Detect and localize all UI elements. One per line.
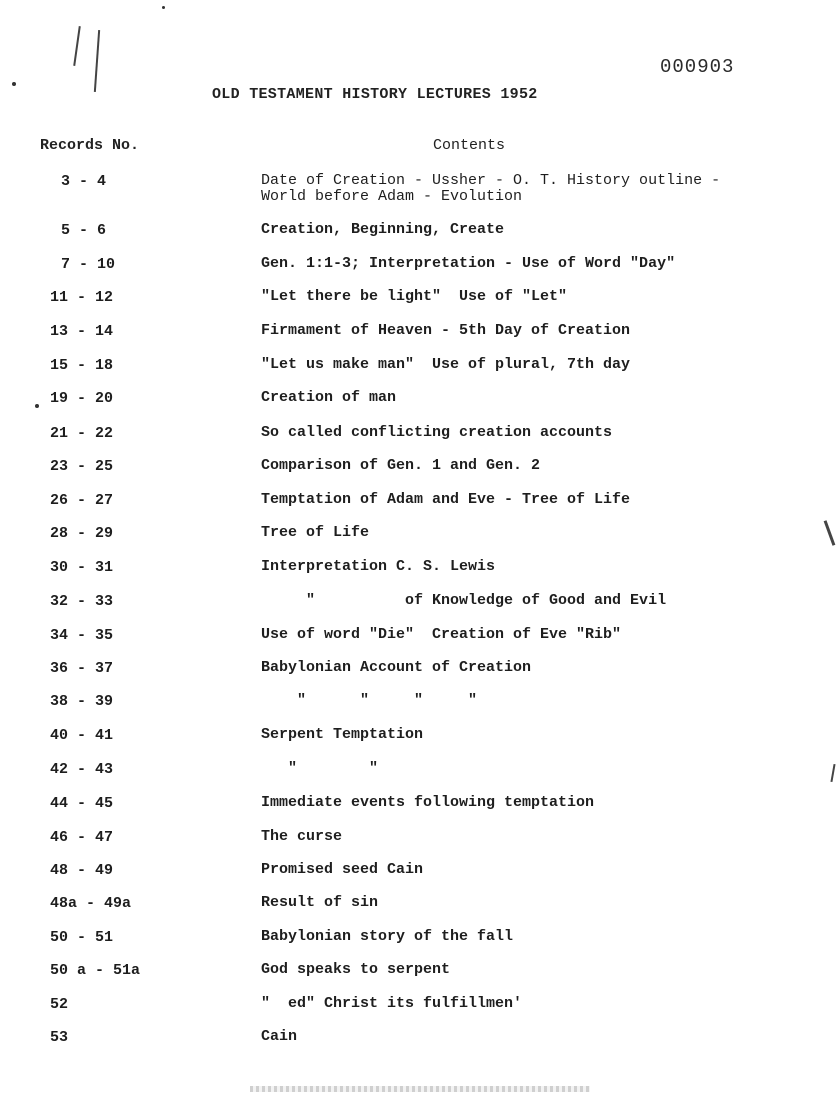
scan-speck bbox=[162, 6, 165, 9]
record-number: 50 a - 51a bbox=[50, 962, 141, 979]
table-row bbox=[0, 761, 839, 783]
record-number: 52 bbox=[50, 996, 69, 1013]
record-number: 30 - 31 bbox=[50, 559, 114, 576]
table-row bbox=[0, 627, 839, 649]
table-row bbox=[0, 425, 839, 447]
record-number: 44 - 45 bbox=[50, 795, 114, 812]
table-row bbox=[0, 795, 839, 817]
record-contents: " of Knowledge of Good and Evil bbox=[261, 592, 667, 609]
record-number: 40 - 41 bbox=[50, 727, 114, 744]
record-contents: Result of sin bbox=[261, 894, 379, 911]
record-contents: Immediate events following temptation bbox=[261, 794, 595, 811]
record-contents: Date of Creation - Ussher - O. T. History outline - World before Adam - Evolution bbox=[261, 172, 721, 205]
record-number: 46 - 47 bbox=[50, 829, 114, 846]
record-contents: Gen. 1:1-3; Interpretation - Use of Word "Day" bbox=[261, 255, 676, 272]
record-contents: God speaks to serpent bbox=[261, 961, 451, 978]
record-contents: "Let there be light" Use of "Let" bbox=[261, 288, 568, 305]
table-row bbox=[0, 593, 839, 615]
table-row bbox=[0, 357, 839, 379]
scan-speck bbox=[12, 82, 16, 86]
table-row bbox=[0, 727, 839, 749]
table-row bbox=[0, 895, 839, 917]
record-number: 34 - 35 bbox=[50, 627, 114, 644]
record-contents: Use of word "Die" Creation of Eve "Rib" bbox=[261, 626, 622, 643]
record-contents: Comparison of Gen. 1 and Gen. 2 bbox=[261, 457, 541, 474]
record-number: 53 bbox=[50, 1029, 69, 1046]
record-number: 5 - 6 bbox=[61, 222, 107, 239]
record-number: 38 - 39 bbox=[50, 693, 114, 710]
record-contents: The curse bbox=[261, 828, 343, 845]
table-row bbox=[0, 929, 839, 951]
record-number: 3 - 4 bbox=[61, 173, 107, 190]
table-row bbox=[0, 222, 839, 244]
table-row bbox=[0, 693, 839, 715]
record-contents: " " bbox=[261, 760, 379, 777]
record-contents: Firmament of Heaven - 5th Day of Creation bbox=[261, 322, 631, 339]
document-title: OLD TESTAMENT HISTORY LECTURES 1952 bbox=[212, 86, 538, 103]
record-contents: Creation, Beginning, Create bbox=[261, 221, 505, 238]
record-number: 7 - 10 bbox=[61, 256, 116, 273]
record-number: 21 - 22 bbox=[50, 425, 114, 442]
record-number: 48a - 49a bbox=[50, 895, 132, 912]
record-contents: Promised seed Cain bbox=[261, 861, 424, 878]
table-row bbox=[0, 323, 839, 345]
record-number: 32 - 33 bbox=[50, 593, 114, 610]
record-contents: Cain bbox=[261, 1028, 298, 1045]
record-contents: Creation of man bbox=[261, 389, 397, 406]
record-number: 13 - 14 bbox=[50, 323, 114, 340]
record-number: 42 - 43 bbox=[50, 761, 114, 778]
table-row bbox=[0, 862, 839, 884]
table-row bbox=[0, 525, 839, 547]
table-row bbox=[0, 172, 839, 205]
record-contents: "Let us make man" Use of plural, 7th day bbox=[261, 356, 631, 373]
record-number: 36 - 37 bbox=[50, 660, 114, 677]
record-number: 26 - 27 bbox=[50, 492, 114, 509]
record-number: 23 - 25 bbox=[50, 458, 114, 475]
table-row bbox=[0, 996, 839, 1018]
record-number: 11 - 12 bbox=[50, 289, 114, 306]
table-row bbox=[0, 660, 839, 682]
record-contents: " ed" Christ its fulfillmen' bbox=[261, 995, 523, 1012]
page-edge-artifact bbox=[250, 1086, 590, 1092]
table-row bbox=[0, 390, 839, 412]
scan-speck bbox=[35, 404, 39, 408]
record-number: 50 - 51 bbox=[50, 929, 114, 946]
record-contents: Babylonian story of the fall bbox=[261, 928, 514, 945]
table-row bbox=[0, 829, 839, 851]
records-column-header: Records No. bbox=[40, 137, 140, 154]
table-row bbox=[0, 458, 839, 480]
record-contents: Babylonian Account of Creation bbox=[261, 659, 532, 676]
record-contents: Temptation of Adam and Eve - Tree of Life bbox=[261, 491, 631, 508]
contents-column-header: Contents bbox=[433, 137, 506, 154]
record-number: 48 - 49 bbox=[50, 862, 114, 879]
table-row bbox=[0, 492, 839, 514]
document-number: 000903 bbox=[660, 56, 735, 78]
record-contents: Interpretation C. S. Lewis bbox=[261, 558, 496, 575]
table-row bbox=[0, 1029, 839, 1051]
record-contents: " " " " bbox=[261, 692, 478, 709]
table-row bbox=[0, 256, 839, 278]
record-contents: So called conflicting creation accounts bbox=[261, 424, 613, 441]
record-contents: Serpent Temptation bbox=[261, 726, 424, 743]
pen-mark bbox=[73, 26, 81, 66]
table-row bbox=[0, 559, 839, 581]
record-number: 28 - 29 bbox=[50, 525, 114, 542]
record-number: 19 - 20 bbox=[50, 390, 114, 407]
pen-mark bbox=[94, 30, 100, 92]
record-contents: Tree of Life bbox=[261, 524, 370, 541]
record-number: 15 - 18 bbox=[50, 357, 114, 374]
table-row bbox=[0, 962, 839, 984]
table-row bbox=[0, 289, 839, 311]
